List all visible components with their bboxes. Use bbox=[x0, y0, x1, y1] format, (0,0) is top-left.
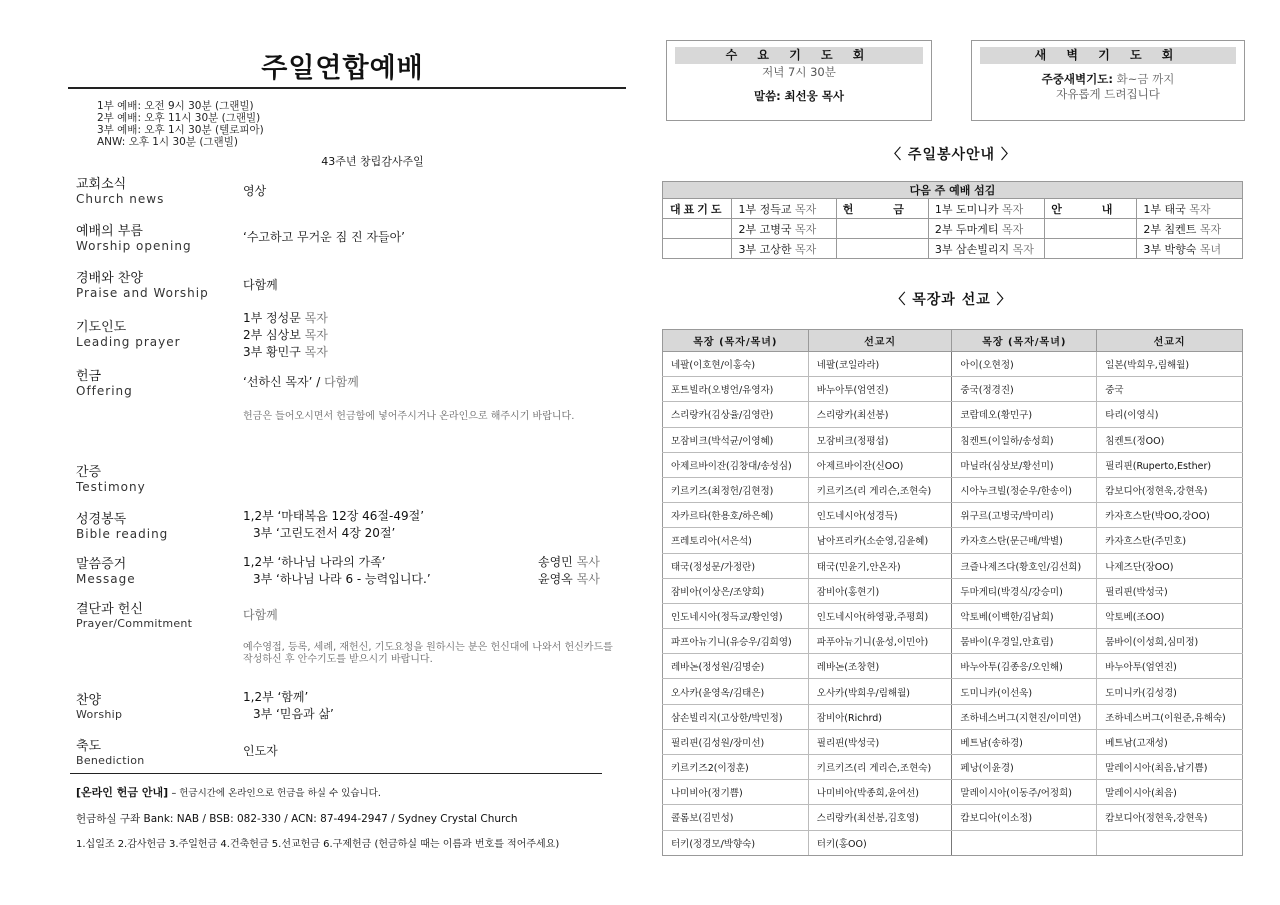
mission-group-cell: 오사카(윤영옥/김태은) bbox=[663, 679, 809, 704]
mission-field-cell: 필리핀(박성국) bbox=[808, 729, 952, 754]
dawn-prayer-title: 새 벽 기 도 회 bbox=[980, 47, 1236, 64]
table-row bbox=[663, 805, 1243, 830]
label-prayer: 대표기도 bbox=[663, 199, 732, 219]
usher-cell: 2부 침켄트 목자 bbox=[1137, 219, 1243, 239]
mission-field-cell: 말레이시아(최음) bbox=[1097, 780, 1243, 805]
order-benediction: 축도 Benediction bbox=[76, 739, 145, 767]
prayer-leader-2: 2부 심상보 목자 bbox=[243, 328, 328, 342]
order-testimony: 간증 Testimony bbox=[76, 465, 146, 494]
mission-group-cell: 프레토리아(서은석) bbox=[663, 528, 809, 553]
wednesday-prayer-title: 수 요 기 도 회 bbox=[675, 47, 923, 64]
service-times bbox=[97, 100, 264, 148]
service-mission-page bbox=[660, 0, 1250, 905]
mission-field-cell: 타리(이영식) bbox=[1097, 402, 1243, 427]
mission-group-cell: 아이(오현정) bbox=[952, 352, 1097, 377]
wednesday-prayer-speaker: 말씀: 최선웅 목사 bbox=[753, 89, 845, 103]
order-message: 말씀증거 Message bbox=[76, 557, 136, 586]
service-table-header: 다음 주 예배 섬김 bbox=[663, 182, 1243, 199]
mission-field-cell: 침켄트(정OO) bbox=[1097, 427, 1243, 452]
dawn-prayer-note: 자유롭게 드려집니다 bbox=[1056, 87, 1160, 101]
mission-field-cell: 스리랑카(최선봉,김호영) bbox=[808, 805, 952, 830]
mission-group-cell: 크즐나제즈다(황호인/김선희) bbox=[952, 553, 1097, 578]
footer-divider bbox=[70, 773, 602, 774]
online-offering-heading: [온라인 헌금 안내] – 헌금시간에 온라인으로 헌금을 하실 수 있습니다. bbox=[76, 786, 381, 799]
mission-group-cell: 모잠비크(박석균/이영혜) bbox=[663, 427, 809, 452]
table-row bbox=[663, 780, 1243, 805]
mission-field-cell: 파푸아뉴기니(윤성,이민아) bbox=[808, 629, 952, 654]
table-row bbox=[663, 377, 1243, 402]
mission-group-cell: 조하네스버그(지현진/이미연) bbox=[952, 704, 1097, 729]
service-row bbox=[663, 199, 1243, 219]
mission-field-cell: 중국 bbox=[1097, 377, 1243, 402]
mission-field-cell: 인도네시아(성경득) bbox=[808, 503, 952, 528]
order-offering: 헌금 Offering bbox=[76, 369, 133, 398]
mission-field-cell: 나미비아(박종희,윤여선) bbox=[808, 780, 952, 805]
mission-field-cell: 남아프리카(소순영,김윤혜) bbox=[808, 528, 952, 553]
mission-group-cell: 베트남(송하경) bbox=[952, 729, 1097, 754]
mission-field-cell: 태국(민윤기,안온자) bbox=[808, 553, 952, 578]
mission-group-cell bbox=[952, 830, 1097, 855]
order-bible-reading: 성경봉독 Bible reading bbox=[76, 512, 169, 541]
mission-field-cell: 바누아투(엄연진) bbox=[1097, 654, 1243, 679]
table-row bbox=[663, 503, 1243, 528]
prayer-cell: 1부 정득교 목자 bbox=[732, 199, 836, 219]
mission-group-cell: 도미니카(이선욱) bbox=[952, 679, 1097, 704]
usher-cell: 1부 태국 목자 bbox=[1137, 199, 1243, 219]
worship-order-page bbox=[60, 0, 625, 905]
mission-group-cell: 뭄바이(우경일,안효림) bbox=[952, 629, 1097, 654]
order-hymn-value: 1,2부 ‘함께’ 3부 ‘믿음과 삶’ bbox=[243, 690, 334, 721]
offering-cell: 3부 삼손빌리지 목자 bbox=[928, 239, 1044, 259]
prayer-cell: 2부 고병국 목자 bbox=[732, 219, 836, 239]
mission-field-cell: 스리랑카(최선봉) bbox=[808, 402, 952, 427]
service-table bbox=[662, 181, 1243, 259]
mission-header-field: 선교지 bbox=[1097, 330, 1243, 352]
mission-group-cell: 태국(정성문/가정란) bbox=[663, 553, 809, 578]
mission-section-title: 〈 목장과 선교 〉 bbox=[891, 292, 1012, 308]
mission-group-cell: 시아누크빌(정순우/한송이) bbox=[952, 477, 1097, 502]
online-offering-types: 1.십일조 2.감사헌금 3.주일헌금 4.건축헌금 5.선교헌금 6.구제헌금 (헌금하실 때는 이름과 번호를 적어주세요) bbox=[76, 839, 560, 850]
mission-group-cell: 침켄트(이일하/송성희) bbox=[952, 427, 1097, 452]
table-row bbox=[663, 629, 1243, 654]
prayer-leader-3: 3부 황민구 목자 bbox=[243, 345, 328, 359]
mission-group-cell: 콜롬보(김민성) bbox=[663, 805, 809, 830]
mission-group-cell: 바누아투(김종응/오인해) bbox=[952, 654, 1097, 679]
mission-table bbox=[662, 329, 1243, 856]
mission-group-cell: 마닐라(심상보/황선미) bbox=[952, 452, 1097, 477]
mission-field-cell: 아제르바이잔(신OO) bbox=[808, 452, 952, 477]
table-row bbox=[663, 679, 1243, 704]
order-offering-value: ‘선하신 목자’ / 다함께 bbox=[243, 375, 359, 389]
table-row bbox=[663, 704, 1243, 729]
service-theme: 43주년 창립감사주일 bbox=[321, 155, 424, 168]
mission-field-cell: 조하네스버그(이원준,유해숙) bbox=[1097, 704, 1243, 729]
mission-field-cell: 악토베(조OO) bbox=[1097, 603, 1243, 628]
service-time-anw: ANW: 오후 1시 30분 (그랜빌) bbox=[97, 136, 238, 148]
mission-group-cell: 두마게티(박경식/강승미) bbox=[952, 578, 1097, 603]
mission-field-cell: 필리핀(박성국) bbox=[1097, 578, 1243, 603]
order-worship-opening-value: ‘수고하고 무거운 짐 진 자들아’ bbox=[243, 230, 405, 244]
order-prayer: 기도인도 Leading prayer bbox=[76, 320, 181, 349]
service-time-2: 2부 예배: 오후 11시 30분 (그랜빌) bbox=[97, 112, 261, 124]
mission-group-cell: 아제르바이잔(김창대/송성심) bbox=[663, 452, 809, 477]
order-church-news: 교회소식 Church news bbox=[76, 177, 165, 206]
label-offering: 헌 금 bbox=[836, 199, 928, 219]
offering-cell: 1부 도미니카 목자 bbox=[928, 199, 1044, 219]
wednesday-prayer-time: 저녁 7시 30분 bbox=[762, 65, 836, 79]
wednesday-prayer-box bbox=[666, 40, 932, 121]
prayer-leader-1: 1부 정성문 목자 bbox=[243, 311, 328, 325]
mission-field-cell: 잠비아(홍현기) bbox=[808, 578, 952, 603]
mission-group-cell: 위구르(고병국/박미리) bbox=[952, 503, 1097, 528]
order-message-value: 1,2부 ‘하나님 나라의 가족’ 3부 ‘하나님 나라 6 - 능력입니다.’ bbox=[243, 555, 431, 586]
mission-group-cell: 삼손빌리지(고상한/박민정) bbox=[663, 704, 809, 729]
table-row bbox=[663, 654, 1243, 679]
title-divider bbox=[68, 87, 626, 89]
table-row bbox=[663, 729, 1243, 754]
service-section-title: 〈 주일봉사안내 〉 bbox=[887, 147, 1016, 163]
mission-header-field: 선교지 bbox=[808, 330, 952, 352]
mission-group-cell: 스리랑카(김상율/김영란) bbox=[663, 402, 809, 427]
mission-field-cell: 키르키즈(리 게리슨,조현숙) bbox=[808, 755, 952, 780]
order-prayer-leaders bbox=[243, 310, 328, 361]
mission-group-cell: 네팔(이호현/이홍숙) bbox=[663, 352, 809, 377]
mission-field-cell: 카자흐스탄(주민호) bbox=[1097, 528, 1243, 553]
mission-group-cell: 악토베(이백한/김남희) bbox=[952, 603, 1097, 628]
order-praise-value: 다함께 bbox=[243, 278, 278, 292]
mission-group-cell: 인도네시아(정득교/황인영) bbox=[663, 603, 809, 628]
mission-field-cell: 도미니카(김성경) bbox=[1097, 679, 1243, 704]
mission-group-cell: 코람데오(황민구) bbox=[952, 402, 1097, 427]
mission-field-cell: 뭄바이(이성희,심미정) bbox=[1097, 629, 1243, 654]
offering-note: 헌금은 들어오시면서 헌금함에 넣어주시거나 온라인으로 해주시기 바랍니다. bbox=[243, 411, 575, 422]
order-commitment-value: 다함께 bbox=[243, 608, 278, 622]
order-worship-opening: 예배의 부름 Worship opening bbox=[76, 224, 192, 253]
mission-field-cell: 베트남(고재성) bbox=[1097, 729, 1243, 754]
mission-group-cell: 키르키즈2(이정훈) bbox=[663, 755, 809, 780]
table-row bbox=[663, 528, 1243, 553]
bulletin-title: 주일연합예배 bbox=[261, 53, 424, 84]
mission-field-cell: 바누아투(엄연진) bbox=[808, 377, 952, 402]
mission-group-cell: 키르키즈(최정헌/김현정) bbox=[663, 477, 809, 502]
service-row bbox=[663, 239, 1243, 259]
table-row bbox=[663, 427, 1243, 452]
order-commitment: 결단과 헌신 Prayer/Commitment bbox=[76, 602, 193, 630]
mission-field-cell: 인도네시아(하영광,주평희) bbox=[808, 603, 952, 628]
order-church-news-value: 영상 bbox=[243, 184, 267, 198]
service-time-1: 1부 예배: 오전 9시 30분 (그랜빌) bbox=[97, 100, 254, 112]
table-row bbox=[663, 402, 1243, 427]
table-row bbox=[663, 553, 1243, 578]
table-row bbox=[663, 477, 1243, 502]
mission-group-cell: 카자흐스탄(문근배/박별) bbox=[952, 528, 1097, 553]
mission-group-cell: 파프아뉴기니(유승우/김희영) bbox=[663, 629, 809, 654]
order-bible-reading-value: 1,2부 ‘마태복음 12장 46절-49절’ 3부 ‘고린도전서 4장 20절’ bbox=[243, 509, 425, 540]
mission-group-cell: 포트빌라(오병언/유영자) bbox=[663, 377, 809, 402]
commitment-note: 예수영접, 등록, 세례, 재헌신, 기도요청을 원하시는 분은 헌신대에 나와서 헌신카드를 작성하신 후 안수기도를 받으시기 바랍니다. bbox=[243, 642, 613, 665]
table-row bbox=[663, 830, 1243, 855]
order-benediction-value: 인도자 bbox=[243, 744, 278, 758]
table-row bbox=[663, 578, 1243, 603]
mission-field-cell: 캄보디아(정현욱,강현욱) bbox=[1097, 477, 1243, 502]
service-time-3: 3부 예배: 오후 1시 30분 (텔로피아) bbox=[97, 124, 264, 136]
mission-field-cell: 카자흐스탄(박OO,강OO) bbox=[1097, 503, 1243, 528]
mission-group-cell: 필리핀(김성원/장미선) bbox=[663, 729, 809, 754]
mission-field-cell: 터키(홍OO) bbox=[808, 830, 952, 855]
service-row bbox=[663, 219, 1243, 239]
mission-field-cell: 필리핀(Ruperto,Esther) bbox=[1097, 452, 1243, 477]
mission-group-cell: 터키(정경모/박향숙) bbox=[663, 830, 809, 855]
mission-field-cell: 키르키즈(리 게리슨,조현숙) bbox=[808, 477, 952, 502]
mission-group-cell: 잠비아(이상은/조양희) bbox=[663, 578, 809, 603]
mission-field-cell: 캄보디아(정현욱,강현욱) bbox=[1097, 805, 1243, 830]
mission-header-group: 목장 (목자/목녀) bbox=[663, 330, 809, 352]
preacher-1: 송영민 목사 bbox=[538, 555, 600, 569]
label-usher: 안 내 bbox=[1045, 199, 1137, 219]
mission-group-cell: 나미비아(정기쁨) bbox=[663, 780, 809, 805]
mission-field-cell: 레바논(조창현) bbox=[808, 654, 952, 679]
mission-group-cell: 페낭(이윤경) bbox=[952, 755, 1097, 780]
mission-header-group: 목장 (목자/목녀) bbox=[952, 330, 1097, 352]
mission-group-cell: 레바논(정성원/김명순) bbox=[663, 654, 809, 679]
mission-field-cell: 일본(박희우,림해월) bbox=[1097, 352, 1243, 377]
mission-field-cell: 네팔(코일라라) bbox=[808, 352, 952, 377]
mission-field-cell: 잠비아(Richrd) bbox=[808, 704, 952, 729]
mission-field-cell bbox=[1097, 830, 1243, 855]
online-offering-bank: 헌금하실 구좌 Bank: NAB / BSB: 082-330 / ACN: 87-494-2947 / Sydney Crystal Church bbox=[76, 813, 518, 825]
order-praise: 경배와 찬양 Praise and Worship bbox=[76, 271, 209, 300]
offering-cell: 2부 두마게티 목자 bbox=[928, 219, 1044, 239]
dawn-prayer-days: 주중새벽기도: 화~금 까지 bbox=[1041, 72, 1175, 86]
order-hymn: 찬양 Worship bbox=[76, 693, 123, 721]
message-preachers bbox=[538, 554, 600, 588]
mission-group-cell: 자카르타(한용호/하은혜) bbox=[663, 503, 809, 528]
mission-field-cell: 모잠비크(정평섭) bbox=[808, 427, 952, 452]
table-row bbox=[663, 452, 1243, 477]
mission-field-cell: 말레이시아(최음,남기쁨) bbox=[1097, 755, 1243, 780]
preacher-2: 윤영옥 목사 bbox=[538, 572, 600, 586]
mission-field-cell: 나제즈단(장OO) bbox=[1097, 553, 1243, 578]
mission-group-cell: 말레이시아(이동주/어정희) bbox=[952, 780, 1097, 805]
table-row bbox=[663, 352, 1243, 377]
mission-field-cell: 오사카(박희우/림해월) bbox=[808, 679, 952, 704]
usher-cell: 3부 박향숙 목녀 bbox=[1137, 239, 1243, 259]
mission-group-cell: 중국(정경진) bbox=[952, 377, 1097, 402]
dawn-prayer-box bbox=[971, 40, 1245, 121]
table-row bbox=[663, 755, 1243, 780]
prayer-cell: 3부 고상한 목자 bbox=[732, 239, 836, 259]
mission-group-cell: 캄보디아(이소정) bbox=[952, 805, 1097, 830]
table-row bbox=[663, 603, 1243, 628]
